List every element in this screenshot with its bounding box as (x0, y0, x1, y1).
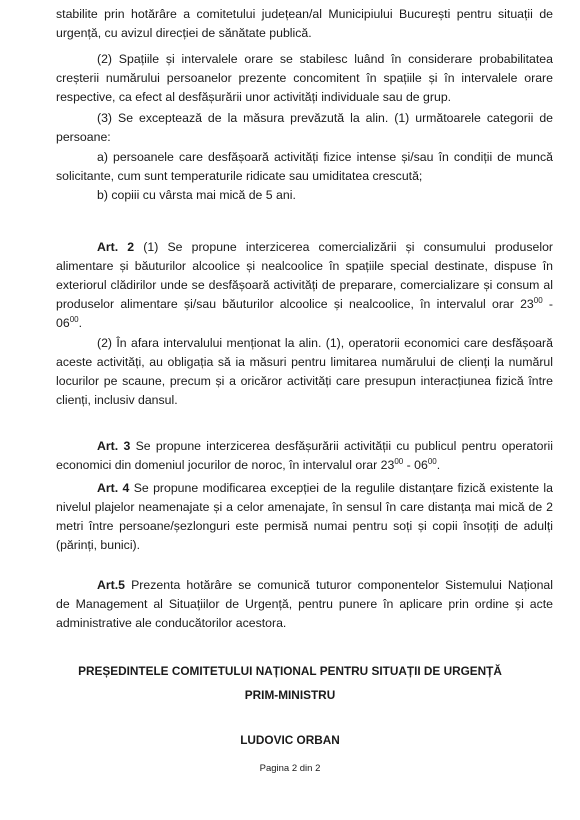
art1-p2-line-1: (2) Spațiile și intervalele orare se stabilesc luând în considerare probabilitatea (97, 52, 553, 66)
art1-p2-line-3: respective, ca efect al desfășurării unor activități individuale sau de grup. (56, 90, 452, 104)
art2-label: Art. 2 (97, 240, 135, 254)
art1-item-a-line-2: solicitante, cum sunt temperaturile ridicate sau umiditatea crescută; (56, 169, 423, 183)
art1-p3-line-1: (3) Se exceptează de la măsura prevăzută la alin. (1) următoarele categorii de (97, 111, 553, 125)
art5-label: Art.5 (97, 578, 126, 592)
art2-line-5-end: . (78, 316, 83, 330)
art2-dash: - (542, 297, 554, 311)
art2-line-5 (56, 314, 553, 333)
art2-line-4-text: produselor alimentare și/sau băuturilor alcoolice și nealcoolice, în intervalul orar 23 (56, 297, 534, 311)
art3-line-1-text: Se propune interzicerea desfășurării activității cu publicul pentru operatorii (130, 439, 554, 453)
art2-p2-line-3: locurilor pe scaune, precum și a oricăror activități care presupun interacțiunea fizică între (56, 374, 553, 388)
art2-line-1-text: (1) Se propune interzicerea comercializării și consumului produselor (134, 240, 554, 254)
art2-p2-line-4: clienți, inclusiv dansul. (56, 393, 178, 407)
art5-line-1-text: Prezenta hotărâre se comunică tuturor componentelor Sistemului Național (125, 578, 553, 592)
art2-line-2: alimentare și băuturilor alcoolice și nealcoolice în spațiile special destinate, dispuse în (56, 259, 553, 273)
art1-item-a-line-1: a) persoanele care desfășoară activități fizice intense și/sau în condiții de muncă (97, 150, 553, 164)
art4-line-4: (părinți, bunici). (56, 538, 141, 552)
signature-title: PREȘEDINTELE COMITETULUI NAȚIONAL PENTRU SITUAȚII DE URGENȚĂ (78, 664, 502, 678)
art4-line-2: nivelul plajelor neamenajate și a celor amenajate, în sensul în care distanța mai mică de 2 (56, 500, 553, 514)
signature-role: PRIM-MINISTRU (244, 688, 336, 702)
intro-line-1: stabilite prin hotărâre a comitetului județean/al Municipiului București pentru situații de (56, 7, 553, 21)
art3-label: Art. 3 (97, 439, 131, 453)
art3-sup-1: 00 (394, 456, 404, 466)
art2-p2-line-1: (2) În afara intervalului menționat la alin. (1), operatorii economici care desfășoară (97, 336, 553, 350)
art2-line-1 (56, 238, 553, 257)
art5-line-3: administrative ale conducătorilor acestora. (56, 616, 287, 630)
intro-line-2: urgență, cu avizul direcției de sănătate publică. (56, 26, 312, 40)
art1-p3-line-2: persoane: (56, 130, 111, 144)
art4-line-1 (56, 479, 553, 498)
art2-p2-line-2: aceste activități, au obligația să ia măsuri pentru limitarea numărului de clienți la numărul (56, 355, 553, 369)
page-number: Pagina 2 din 2 (259, 763, 321, 774)
art2-line-3: exteriorul clădirilor unde se desfășoară activități de preparare, comercializare și consum al (56, 278, 553, 292)
art1-item-b: b) copiii cu vârsta mai mică de 5 ani. (97, 188, 296, 202)
art2-sup-1: 00 (533, 295, 543, 305)
signature-name: LUDOVIC ORBAN (240, 733, 340, 747)
art2-line-5-start: 06 (56, 316, 70, 330)
art4-line-1-text: Se propune modificarea excepției de la regulile distanțare fizică existente la (129, 481, 553, 495)
art3-line-1 (56, 437, 553, 456)
art5-line-1 (56, 576, 553, 595)
art3-line-2-mid: - 06 (403, 458, 428, 472)
art3-line-2-text: economici din domeniul jocurilor de noroc, în intervalul orar 23 (56, 458, 395, 472)
art3-sup-2: 00 (427, 456, 437, 466)
art4-line-3: metri între persoane/șezlonguri este permisă numai pentru soți și copii însoțiți de adulți (56, 519, 553, 533)
art3-line-2 (56, 456, 553, 475)
art2-line-4 (56, 295, 553, 314)
art2-sup-2: 00 (69, 314, 79, 324)
art3-line-2-end: . (436, 458, 441, 472)
art5-line-2: de Management al Situațiilor de Urgență, pentru punere în aplicare prin ordine și acte (56, 597, 553, 611)
art4-label: Art. 4 (97, 481, 130, 495)
art1-p2-line-2: creșterii numărului persoanelor prezente concomitent în spațiile și în intervalele orare (56, 71, 553, 85)
